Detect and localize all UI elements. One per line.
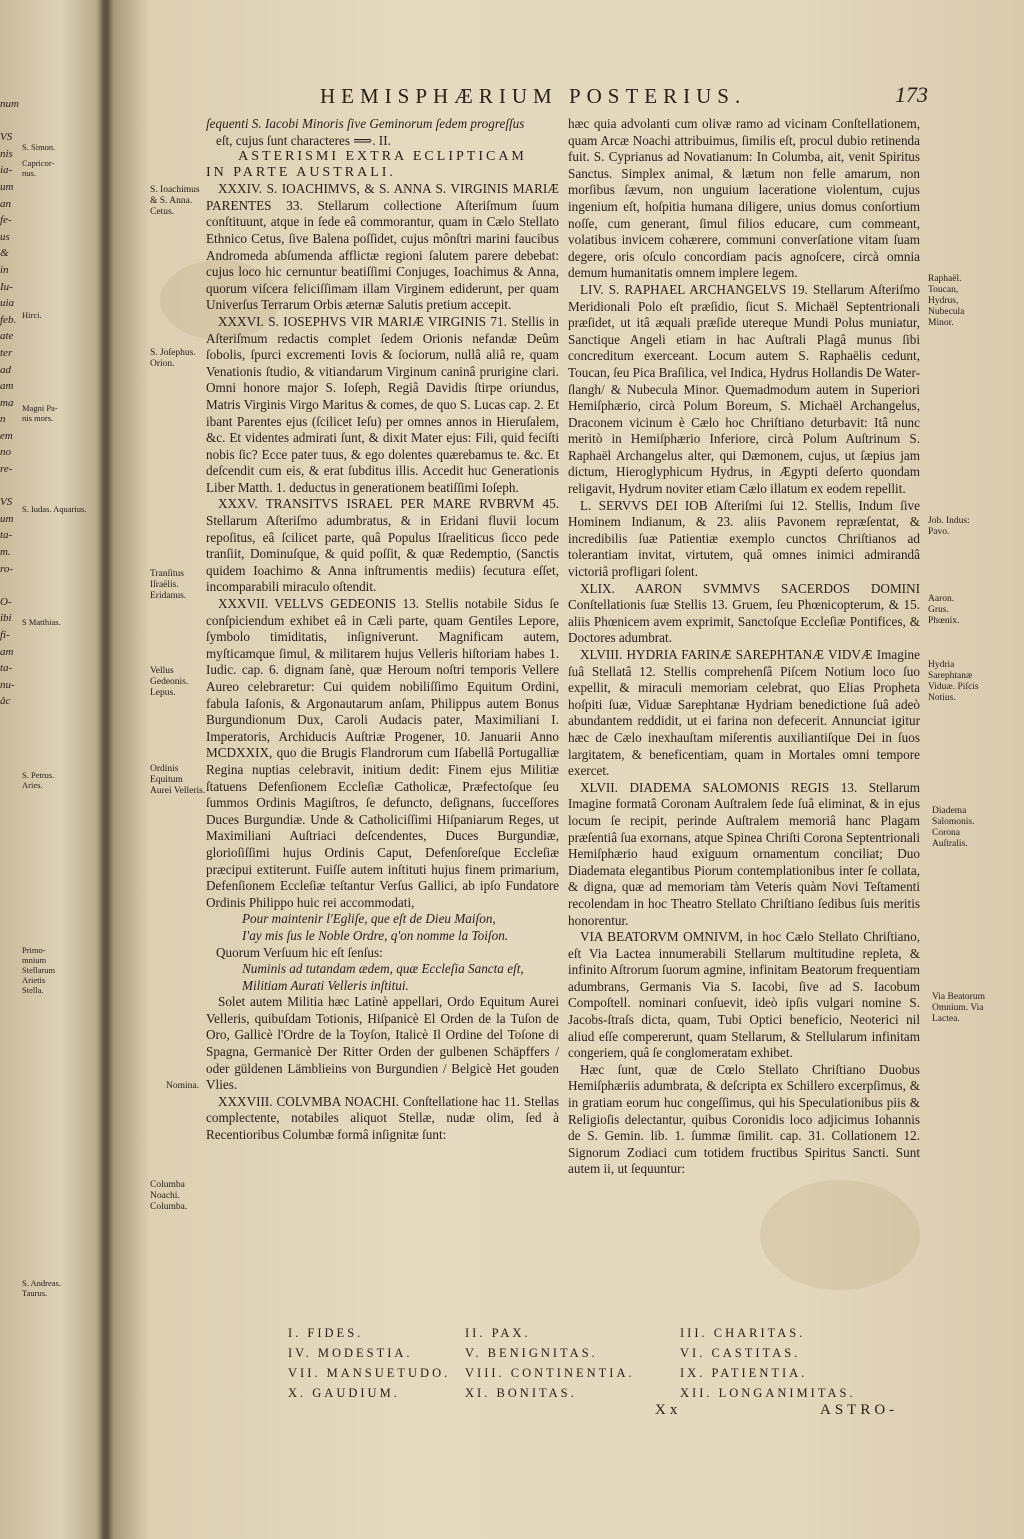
facing-fragment: em [0, 429, 13, 442]
virtue-cell: IX. PATIENTIA. [680, 1366, 808, 1380]
text-line: Quorum Verſuum hic eſt ſenſus: [216, 944, 383, 960]
margin-note: Job. Indus: Pavo. [928, 516, 970, 537]
virtue-cell: I. FIDES. [288, 1326, 364, 1340]
entry-paragraph: L. SERVVS DEI IOB Aſteriſmi ſui 12. Stellis, Indum ſive Hominem Indianum, & 23. aliis Pavonem repræſentat, & incredibilis ſuæ Patientiæ exemplo cunctos Chriſtianos ad tolerantiam invitat, virtutem, quâ omnes inimici admirandâ victoriâ profligari ſolent. [568, 497, 920, 580]
facing-fragment: VS [0, 496, 13, 509]
margin-note: Ordinis Equitum Aurei Velleris. [150, 764, 206, 796]
facing-note: S. Iudas. Aquarius. [22, 504, 87, 514]
facing-fragment: Iu- [0, 280, 13, 293]
verse-line: Pour maintenir l'Egliſe, que eſt de Dieu Maiſon, [242, 911, 496, 927]
entry-paragraph: XLVII. DIADEMA SALOMONIS REGIS 13. Stellarum Imagine formatâ Coronam Auſtralem ſede ſuâ eliminat, & in ejus locum ſe recipit, perinde Auſtralem memoriâ hanc Plagam præſentiâ ſua exornans, atque Spinea Chriſti Corona Septentrionali Hemiſphærio haud exiguum ornamentum conciliat; Duo Diademata elegantibus Piorum contemplationibus inter ſe collata, & digna, quæ ad memoriam tàm Veteris quàm Novi Teſtamenti recolendam in hoc Theatro Stellato Chriſtiano ſedibus ſuis meritis honorentur. [568, 779, 920, 928]
catchword: ASTRO- [820, 1402, 899, 1418]
facing-note: Hirci. [22, 310, 42, 320]
facing-fragment: um [0, 512, 14, 525]
verse-line: Numinis ad tutandam ædem, quæ Eccleſia Sancta eſt, [242, 961, 524, 977]
facing-fragment: re- [0, 463, 13, 476]
facing-fragment: us [0, 230, 10, 243]
facing-fragment [0, 113, 19, 130]
entry-paragraph: XXXVI. S. IOSEPHVS VIR MARIÆ VIRGINIS 71. Stellis in Aſteriſmum redactis complet ſedem Orionis nefandæ Deûm ſobolis, ſpurci excrementi Iovis & ſociorum, nullâ aliâ re, quam Venationis ſtudio, & vitiandarum Virginum caninâ prurigine clari. Omni honore major S. Ioſeph, Regiâ Davidis ſtirpe oriundus, Matris Virginis Virgo Maritus & comes, de quo S. Lucas cap. 2. Et ibant Parentes ejus (ſcilicet Ieſu) per omnes annos in Hieruſalem, &c. Et videntes admirati ſunt, & dixit Mater ejus: Fili, quid feciſti nobis ſic? Ecce pater tuus, & ego dolentes quærebamus te. &c. Et deſcendit cum eis, & erat ſubditus illis. Accedit huc Generationis Liber Matth. 1. deductus in generationem beatiſſimi Ioſeph. [206, 313, 559, 495]
margin-note: Columba Noachi. Columba. [150, 1180, 188, 1212]
entry-paragraph: LIV. S. RAPHAEL ARCHANGELVS 19. Stellarum Aſteriſmo Meridionali Polo eſt præſidio, ſicut S. Michaël Septentrionali præſidet, ut itâ æquali præſide utereque Mundi Polus muniatur, Sanctique Angeli etiam in hac Auſtrali Plagâ munus ſibi concreditum exerceant. Locum autem S. Raphaëlis cedunt, Toucan, ſeu Pica Braſilica, vel Indica, Hydrus Hollandis De Water-ſlangh/ & Nubecula Minor. Quemadmodum autem in Superiori Hemiſphærio, circà Polum Boreum, S. Michaël Archangelus, Draconem vicinum è Cælo hoc Chriſtiano deturbavit: Itâ nunc meritò in Hemiſphærio Inferiore, circà Polum Auſtrinum S. Raphaël Archangelus alter, qui Dæmonem, cujus, ut ſæpius jam dictum, Hieroglyphicum Hydrus, in Ægypti deſerto quondam religavit, Hydrum noviter etiam Cælo illatum ex eodem repellit. [568, 281, 920, 497]
facing-fragment: & [0, 247, 9, 260]
facing-fragment: num [0, 98, 19, 110]
page-header: HEMISPHÆRIUM POSTERIUS. [320, 84, 747, 108]
margin-note: Aaron. Grus. Phœnix. [928, 594, 960, 626]
facing-fragment: ter [0, 346, 13, 359]
margin-note: S. Ioachimus & S. Anna. Cetus. [150, 185, 200, 217]
facing-note: Magni Pa- nis mors. [22, 403, 58, 423]
verse-line: I'ay mis ſus le Noble Ordre, q'on nomme la Toiſon. [242, 927, 509, 943]
entry-paragraph: Solet autem Militia hæc Latinè appellari, Ordo Equitum Aurei Velleris, quibuſdam Totionis, Hiſpanicè El Orden de la Tuſon de Oro, Gallicè l'Ordre de la Toyſon, Italicè Il Ordine del Toſone di Spagna, Germanicè Der Ritter Orden der gulbenen Schäpffers / oder güldenen Lämblieins von Burgundien / Belgicè Het gouden Vlies. [206, 994, 559, 1093]
margin-note: Nomina. [166, 1081, 199, 1091]
facing-fragment: âc [0, 695, 11, 708]
virtue-cell: VIII. CONTINENTIA. [465, 1366, 635, 1380]
entry-paragraph: XLIX. AARON SVMMVS SACERDOS DOMINI Conſtellationis ſuæ Stellis 13. Gruem, ſeu Phœnicopterum, & 15. aliis Phœnicem avem exprimit, Sanctoſque Eccleſiæ Pontifices, & Doctores adumbrat. [568, 580, 920, 646]
facing-fragment: am [0, 380, 14, 393]
text-column-left [206, 116, 559, 1144]
facing-fragment: n [0, 413, 6, 426]
virtue-cell: III. CHARITAS. [680, 1326, 806, 1340]
margin-note: Hydria Sarephtanæ Viduæ. Piſcis Notius. [928, 660, 979, 703]
virtue-cell: XI. BONITAS. [465, 1386, 577, 1400]
facing-fragment: ibi [0, 612, 12, 625]
signature-mark: Xx [655, 1402, 682, 1418]
facing-fragment: um [0, 180, 14, 193]
virtues-row [288, 1366, 908, 1386]
text-column-right [568, 116, 920, 1178]
entry-paragraph: XXXVII. VELLVS GEDEONIS 13. Stellis notabile Sidus ſe conſpiciendum exhibet eâ in Cæli parte, quam Gentiles Lepore, ſymbolo timiditatis, inſigniverunt. Magnificam autem, myſticamque ſimul, & militarem hujus Velleris hiſtoriam habes 1. Iudic. cap. 6. dignam ſanè, quæ Heroum noſtri temporis Vellere Aureo celebraretur: Cui quidem nobiliſſimo Equitum Ordini, fabula Iaſonis, & Argonautarum anſam, Philippus autem Bonus Burgundionum Dux, Caroli Audacis pater, Maximiliani I. Imperatoris, Archiducis Auſtriæ Progener, 10. Januarii Anno MCDXXIX, quo die Brugis Flandrorum cum Iſabellâ Portugalliæ Regina nuptias celebravit, initium dedit: Finem ejus Militiæ ſtatuens Defenſionem Eccleſiæ Catholicæ, Præfectoſque ſeu ſummos Ordinis Magiſtros, ſe defuncto, deſignans, ſucceſſores Duces Burgundiæ. Unde & Catholiciſſimi Hiſpaniarum Reges, ut Maximiliani Auſtriaci deſcendentes, Duces Burgundiæ, glorioſiſſimi hujus Ordinis Caput, Defenſoreſque Eccleſiæ præcipui extiterunt. Fuiſſe autem inſtituti hujus finem primarium, Defenſionem Eccleſiæ teſtantur Verſus Gallici, ab ipſo Fundatore Ordinis Philippo huic rei accommodati, [206, 596, 559, 910]
entry-paragraph: XLVIII. HYDRIA FARINÆ SAREPHTANÆ VIDVÆ Imagine ſuâ Stellatâ 12. Stellis comprehenſâ Piſcem Notium loco ſuo expellit, & miraculi memoriam celebrat, quo Elias Propheta hoſpiti ſuæ, Viduæ Sarephtanæ Hydriam benedictione ſuâ adeò abundantem reddidit, ut ei farina non defecerit. Annunciat igitur hæc de Cælo inexhauſtam miſerentis auxiliantiſque Dei in ſuos largitatem, & beneficentiam, quam in Mortales omni tempore exercet. [568, 647, 920, 779]
facing-fragment: VS [0, 131, 13, 144]
page-number: 173 [895, 82, 928, 107]
paper-stain [760, 1180, 920, 1290]
facing-fragment: ta- [0, 662, 13, 675]
facing-note: Capricor- nus. [22, 158, 55, 178]
facing-page-edge [0, 96, 19, 710]
facing-note: Primo- mnium Stellarum Arietis Stella. [22, 945, 56, 995]
virtues-row [288, 1346, 908, 1366]
facing-fragment: O- [0, 595, 12, 608]
entry-paragraph: XXXVIII. COLVMBA NOACHI. Conſtellatione hac 11. Stellas complectente, notabiles aliquot Stellæ, nudæ olim, ſed à Recentioribus Columbæ formâ inſignitæ ſunt: [206, 1093, 559, 1143]
facing-fragment: no [0, 446, 11, 459]
facing-fragment: m. [0, 546, 11, 559]
margin-note: Tranſitus Iſraëlis. Eridanus. [150, 569, 187, 601]
margin-note: Diadema Salomonis. Corona Auſtralis. [932, 806, 975, 849]
virtue-cell: X. GAUDIUM. [288, 1386, 400, 1400]
facing-fragment: ro- [0, 562, 14, 575]
facing-fragment: uia [0, 297, 15, 310]
facing-note: S. Andreas. Taurus. [22, 1278, 61, 1298]
text-line: ſequenti S. Iacobi Minoris ſive Geminorum ſedem progreſſus [206, 116, 525, 131]
text-line: eſt, cujus ſunt characteres ⟹. II. [216, 132, 391, 148]
facing-fragment [0, 577, 19, 594]
facing-fragment: ta- [0, 529, 13, 542]
facing-fragment: nu- [0, 678, 15, 691]
virtue-cell: VI. CASTITAS. [680, 1346, 801, 1360]
section-heading: ASTERISMI EXTRA ECLIPTICAM [238, 149, 527, 165]
facing-fragment: am [0, 645, 14, 658]
margin-note: S. Joſephus. Orion. [150, 348, 196, 369]
entry-paragraph: XXXV. TRANSITVS ISRAEL PER MARE RVBRVM 45. Stellarum Aſteriſmo adumbratus, & in Eridani fluvii locum repoſitus, eâ ſcilicet parte, quâ Populus Iſraeliticus ſicco pede tranſiit, Dominuſque, & quid poſſit, & quæ Redemptio, (Sanctis quidem Ioachimo & Anna inſtrumentis mediis) ſecutura eſſet, incomparabili miraculo oſtendit. [206, 496, 559, 595]
facing-fragment: ia- [0, 164, 13, 177]
facing-fragment: an [0, 197, 11, 210]
virtue-cell: II. PAX. [465, 1326, 531, 1340]
virtue-cell: VII. MANSUETUDO. [288, 1366, 451, 1380]
entry-paragraph: Hæc ſunt, quæ de Cœlo Stellato Chriſtiano Duobus Hemiſphæriis adumbrata, & deſcripta ex Schillero excerpſimus, & in gratiam eorum huc congeſſimus, qui his Speculationibus piis & Religioſis delectantur, quibus Coronidis loco adjicimus Iohannis de S. Gemin. lib. 1. ſummæ ſimilit. cap. 31. Collationem 12. Signorum Zodiaci cum totidem fructibus Spiritus Sancti. Sunt autem ii, ut ſequuntur: [568, 1061, 920, 1177]
facing-fragment: feb. [0, 313, 17, 326]
facing-note: S. Petrus. Aries. [22, 770, 55, 790]
virtue-cell: IV. MODESTIA. [288, 1346, 413, 1360]
virtue-cell: XII. LONGANIMITAS. [680, 1386, 856, 1400]
entry-paragraph: VIA BEATORVM OMNIVM, in hoc Cælo Stellato Chriſtiano, eſt Via Lactea innumerabili Stellarum multitudine repleta, & infinito Aſtrorum ſuorum agmine, infinitam Beatorum frequentiam adumbrans, Germanis Via S. Iacobi, ſive ad S. Iacobum Compoſtell. nominari conſuevit, ideò ipſis vulgari nomine S. Jacobs-ſtraſs dicta, quam, Tubi Optici beneficio, Neoterici nil aliud eſſe compererunt, quam Stellarum, & Stellularum infinitam congeriem, quâ ſe conglomeratam exhibet. [568, 929, 920, 1061]
margin-note: Raphaël. Toucan, Hydrus, Nubecula Minor. [928, 274, 965, 328]
verse-line: Militiam Aurati Velleris inſtitui. [242, 977, 409, 993]
virtues-row [288, 1326, 908, 1346]
book-gutter [100, 0, 114, 1539]
facing-fragment: ate [0, 330, 14, 343]
facing-note: S Matthias. [22, 617, 61, 627]
facing-note: S. Simon. [22, 142, 56, 152]
virtue-cell: V. BENIGNITAS. [465, 1346, 598, 1360]
facing-fragment: nis [0, 147, 13, 160]
margin-note: Via Beatorum Omnium. Via Lactea. [932, 992, 985, 1024]
margin-note: Vellus Gedeonis. Lepus. [150, 666, 189, 698]
facing-fragment: ma [0, 396, 14, 409]
entry-paragraph: XXXIV. S. IOACHIMVS, & S. ANNA S. VIRGINIS MARIÆ PARENTES 33. Stellarum collectione Aſteriſmum ſuum conſtituunt, atque in ſede eâ commorantur, quam in Cælo Stellato Ethnico Cetus, ſive Balena poſſidet, cujus mônſtri marini faucibus Andromeda abſumenda afflictæ regioni ſalutem parere debebat: cujus loco hic cernuntur beatiſſimi Conjuges, Ioachimus & Anna, quorum viſcera feliciſſimam illam Virginem ediderunt, per quam Univerſus Terrarum Orbis æternæ Salutis pretium accepit. [206, 181, 559, 313]
virtues-table [288, 1326, 908, 1406]
facing-fragment [0, 478, 19, 495]
facing-fragment: in [0, 263, 9, 276]
section-heading: IN PARTE AUSTRALI. [206, 165, 396, 181]
virtues-row [288, 1386, 908, 1406]
entry-paragraph: hæc quia advolanti cum olivæ ramo ad vicinam Conſtellationem, quam Arcæ Noachi attribuimus, ſimilis eſt, procul dubio retinenda fuit. S. Cyprianus ad Novatianum: In Columba, ait, venit Spiritus Sanctus. Simplex animal, & lætum non felle amarum, non morſibus ſævum, non unguium laceratione violentum, cujus ingenium eſt, hoſpitia humana diligere, unius domus conſortium noſſe, cum generant, ſimul filios educare, cum commeant, volatibus invicem cohærere, communi converſatione vitam ſuam degere, oris oſculo concordiam pacis agnoſcere, circà omnia demum humanitatis omnem implere legem. [568, 116, 920, 281]
facing-fragment: fi- [0, 629, 10, 641]
facing-fragment: ad [0, 363, 11, 376]
facing-fragment: fe- [0, 214, 12, 227]
